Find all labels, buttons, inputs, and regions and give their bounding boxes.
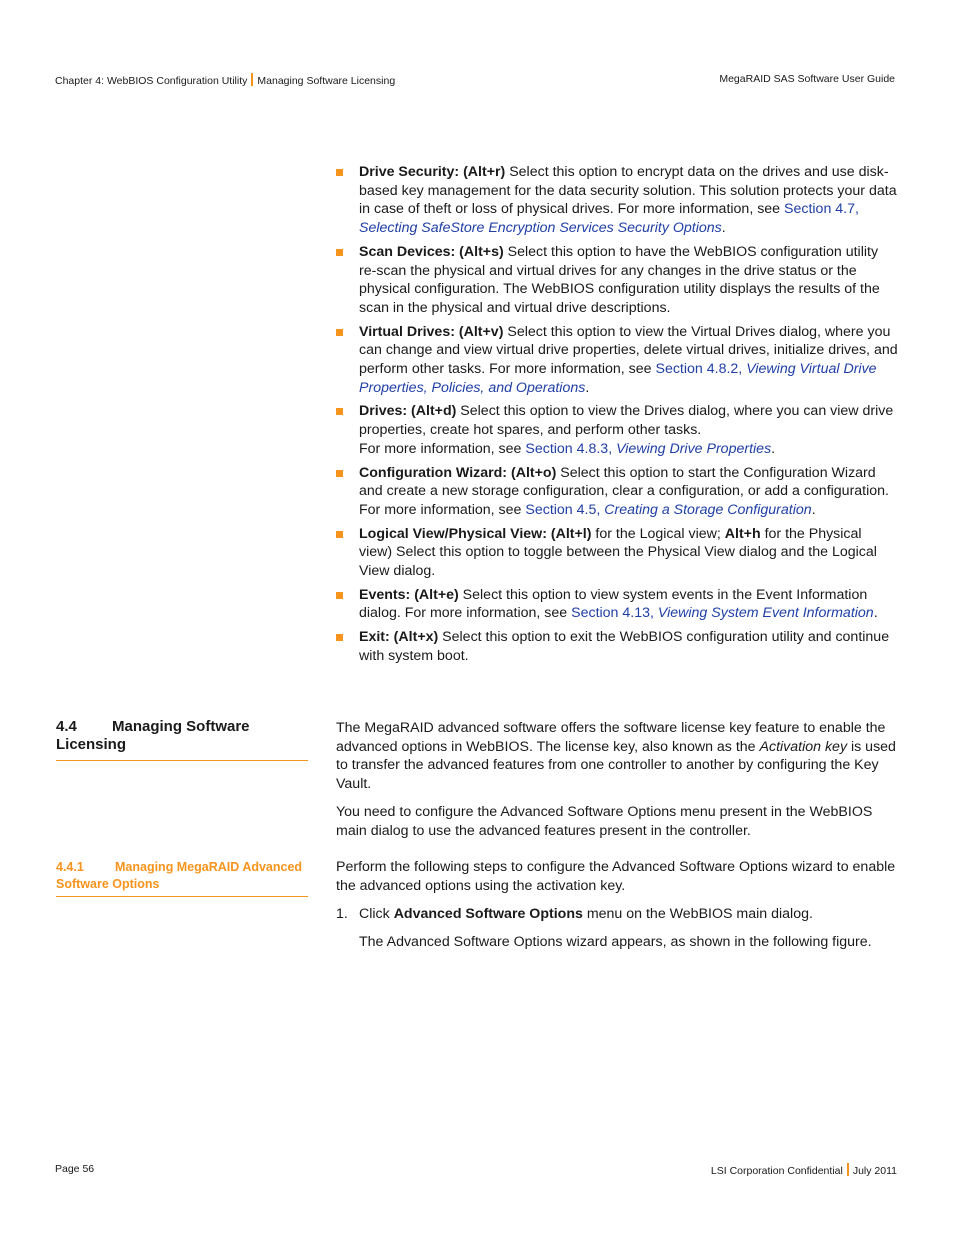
section-title-link[interactable]: Viewing Drive Properties [616,440,772,457]
section-link[interactable]: Section 4.13, [571,605,658,622]
section-link[interactable]: Section 4.8.2, [655,361,747,378]
bullet-key: Logical View/Physical View: (Alt+l) [359,525,592,542]
subsection-heading [56,859,308,897]
footer-company: LSI Corporation Confidential [710,1165,843,1177]
section-title-link[interactable]: Creating a Storage Configuration [604,501,812,518]
list-item [336,402,898,458]
bullet-key: Virtual Drives: (Alt+v) [359,323,504,340]
list-item [336,525,898,581]
bullet-square-icon [336,249,343,256]
bullet-square-icon [336,408,343,415]
section-link[interactable]: Section 4.5, [525,501,605,518]
bullet-square-icon [336,634,343,641]
subsection-number: 4.4.1 [56,860,84,874]
paragraph-text: is used to transfer the advanced features from one controller to another by configuring the Key Vault. [336,738,896,793]
subsection-paragraph: Perform the following steps to configure the Advanced Software Options wizard to enable the advanced options using the activation key. [336,859,896,894]
header-divider [251,73,253,86]
footer-date: July 2011 [852,1165,897,1177]
page-header-left [55,73,395,87]
bullet-text-continued: for the Physical view) Select this option to toggle between the Physical View dialog and the Logical View dialog. [359,525,877,580]
step-text: Click [359,906,394,922]
step-note: The Advanced Software Options wizard appears, as shown in the following figure. [359,934,872,950]
step-number: 1. [336,906,348,922]
bullet-key: Exit: (Alt+x) [359,629,439,646]
step-menu-name: Advanced Software Options [393,906,583,922]
step-text: menu on the WebBIOS main dialog. [582,906,813,922]
bullet-square-icon [336,329,343,336]
section-paragraph: You need to configure the Advanced Software Options menu present in the WebBIOS main dialog to use the advanced features present in the controller. [336,804,873,839]
bullet-key: Scan Devices: (Alt+s) [359,243,504,260]
section-link[interactable]: Section 4.8.3, [525,440,617,457]
bullet-end: . [811,501,816,518]
bullet-key: Drive Security: (Alt+r) [359,164,506,180]
footer-page-number: Page 56 [55,1163,95,1175]
bullet-square-icon [336,169,343,176]
list-item [336,323,898,398]
page-footer-right [711,1163,897,1177]
shortcut-list [336,163,898,671]
section-number: 4.4 [56,718,77,735]
bullet-key: Events: (Alt+e) [359,586,459,603]
list-item [336,628,898,665]
bullet-text: Select this option to view system events in the Event Information dialog. For more information, see [359,586,868,622]
header-guide-title: MegaRAID SAS Software User Guide [719,73,895,85]
header-chapter: Chapter 4: WebBIOS Configuration Utility [55,75,248,87]
bullet-key-secondary: Alt+h [724,525,761,542]
bullet-text: Select this option to view the Drives dialog, where you can view drive properties, create hot spares, and perform other tasks. [359,403,894,439]
bullet-square-icon [336,592,343,599]
bullet-text: Select this option to view the Virtual Drives dialog, where you can change and view virtual drive properties, delete virtual drives, initialize drives, and perform other tasks. For more information, see [359,323,898,378]
bullet-square-icon [336,470,343,477]
section-title: Managing Software Licensing [56,718,250,753]
bullet-square-icon [336,531,343,538]
subsection-title: Managing MegaRAID Advanced Software Options [56,860,303,891]
bullet-end: . [771,440,776,457]
section-link[interactable]: Section 4.7, [784,201,859,218]
section-title-link[interactable]: Viewing Virtual Drive Properties, Policies, and Operations [359,361,877,396]
bullet-end: . [585,379,590,396]
footer-divider [847,1163,849,1176]
list-item [336,586,898,623]
list-item [336,243,898,318]
header-section: Managing Software Licensing [257,75,396,87]
section-title-link[interactable]: Viewing System Event Information [657,605,874,622]
paragraph-italic-term: Activation key [759,738,848,755]
bullet-text: Select this option to exit the WebBIOS configuration utility and continue with system boot. [359,629,890,664]
bullet-text-continued: For more information, see [359,440,526,457]
section-title-link[interactable]: Selecting SafeStore Encryption Services Security Options [359,220,722,237]
section-paragraph [336,719,898,794]
bullet-text: Select this option to start the Configuration Wizard and create a new storage configuration, clear a configuration, or add a configuration. For more information, see [359,464,890,518]
paragraph-text: The MegaRAID advanced software offers the software license key feature to enable the advanced options in WebBIOS. The license key, also known as the [336,720,886,755]
step-item [336,905,898,924]
list-item [336,163,898,238]
bullet-end: . [721,220,726,237]
bullet-key: Configuration Wizard: (Alt+o) [359,464,557,481]
bullet-key: Drives: (Alt+d) [359,403,457,420]
bullet-text: for the Logical view; [591,525,725,542]
bullet-text: Select this option to have the WebBIOS configuration utility re-scan the physical and virtual drives for any changes in the drive status or the physical configuration. The WebBIOS configuration utility displays the results of the scan in the physical and virtual drive descriptions. [359,243,880,316]
bullet-text: Select this option to encrypt data on the drives and use disk-based key management for the data security solution. This solution protects your data in case of theft or loss of physical drives. For more information, see [359,164,897,218]
section-heading [56,718,308,761]
list-item [336,464,898,520]
bullet-end: . [873,605,878,622]
